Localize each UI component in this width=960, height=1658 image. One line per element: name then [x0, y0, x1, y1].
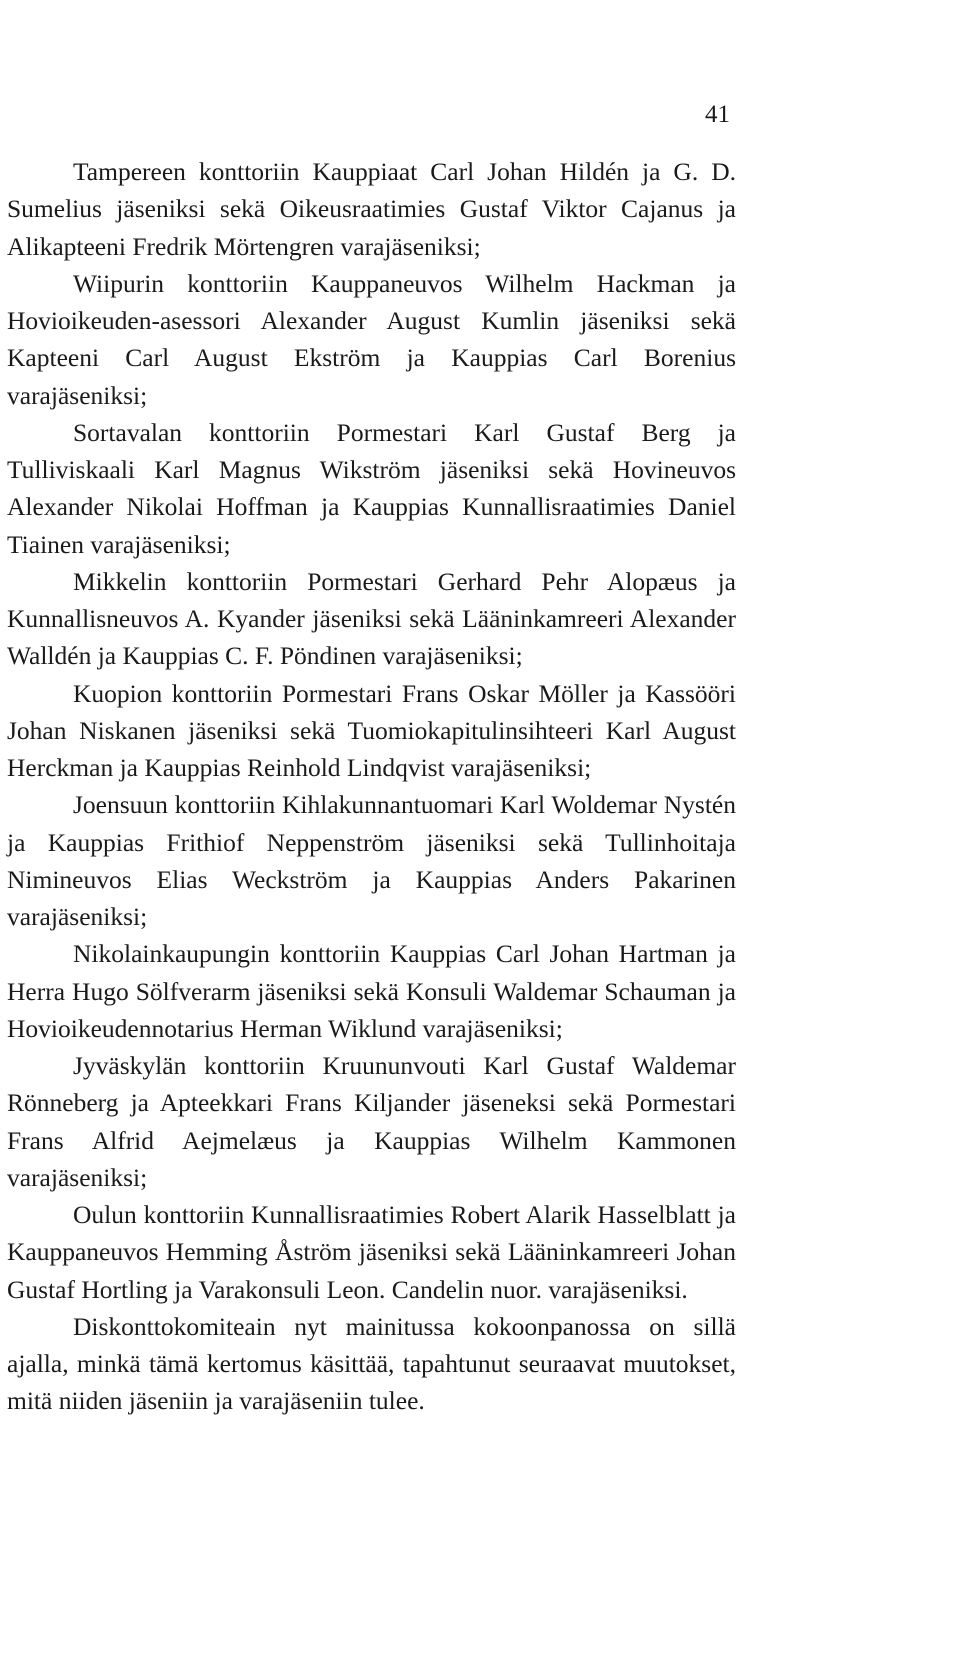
page-number: 41	[705, 101, 730, 128]
paragraph-joensuu: Joensuun konttoriin Kihlakunnantuomari Karl Woldemar Nystén ja Kauppias Frithiof Neppenström jäseniksi sekä Tullinhoitaja Nimineuvos Elias Weckström ja Kauppias Anders Pakarinen varajäseniksi;	[7, 790, 736, 931]
paragraph-kuopio: Kuopion konttoriin Pormestari Frans Oskar Möller ja Kassööri Johan Niskanen jäseniksi sekä Tuomiokapitulinsihteeri Karl August Herckman ja Kauppias Reinhold Lindqvist varajäseniksi;	[7, 678, 736, 782]
paragraph-tampere: Tampereen konttoriin Kauppiaat Carl Johan Hildén ja G. D. Sumelius jäseniksi sekä Oikeusraatimies Gustaf Viktor Cajanus ja Alikapteeni Fredrik Mörtengren varajäseniksi;	[7, 157, 736, 261]
paragraph-changes-note: Diskonttokomiteain nyt mainitussa kokoonpanossa on sillä ajalla, minkä tämä kertomus käsittää, tapahtunut seuraavat muutokset, mitä niiden jäseniin ja varajäseniin tulee.	[7, 1311, 736, 1416]
paragraph-sortavala: Sortavalan konttoriin Pormestari Karl Gustaf Berg ja Tulliviskaali Karl Magnus Wikström jäseniksi sekä Hovineuvos Alexander Nikolai Hoffman ja Kauppias Kunnallisraatimies Daniel Tiainen varajäseniksi;	[7, 417, 736, 559]
paragraph-nikolainkaupunki: Nikolainkaupungin konttoriin Kauppias Carl Johan Hartman ja Herra Hugo Sölfverarm jäseniksi sekä Konsuli Waldemar Schauman ja Hovioikeudennotarius Herman Wiklund varajäseniksi;	[7, 939, 736, 1043]
body-text	[7, 153, 736, 1420]
paragraph-wiipuri: Wiipurin konttoriin Kauppaneuvos Wilhelm Hackman ja Hovioikeuden-asessori Alexander August Kumlin jäseniksi sekä Kapteeni Carl August Ekström ja Kauppias Carl Borenius varajäseniksi;	[7, 268, 736, 410]
paragraph-mikkeli: Mikkelin konttoriin Pormestari Gerhard Pehr Alopæus ja Kunnallisneuvos A. Kyander jäseniksi sekä Lääninkamreeri Alexander Walldén ja Kauppias C. F. Pöndinen varajäseniksi;	[7, 566, 736, 671]
paragraph-oulu: Oulun konttoriin Kunnallisraatimies Robert Alarik Hasselblatt ja Kauppaneuvos Hemming Åström jäseniksi sekä Lääninkamreeri Johan Gustaf Hortling ja Varakonsuli Leon. Candelin nuor. varajäseniksi.	[7, 1200, 736, 1304]
paragraph-jyvaskyla: Jyväskylän konttoriin Kruununvouti Karl Gustaf Waldemar Rönneberg ja Apteekkari Frans Kiljander jäseneksi sekä Pormestari Frans Alfrid Aejmelæus ja Kauppias Wilhelm Kammonen varajäseniksi;	[7, 1051, 736, 1192]
